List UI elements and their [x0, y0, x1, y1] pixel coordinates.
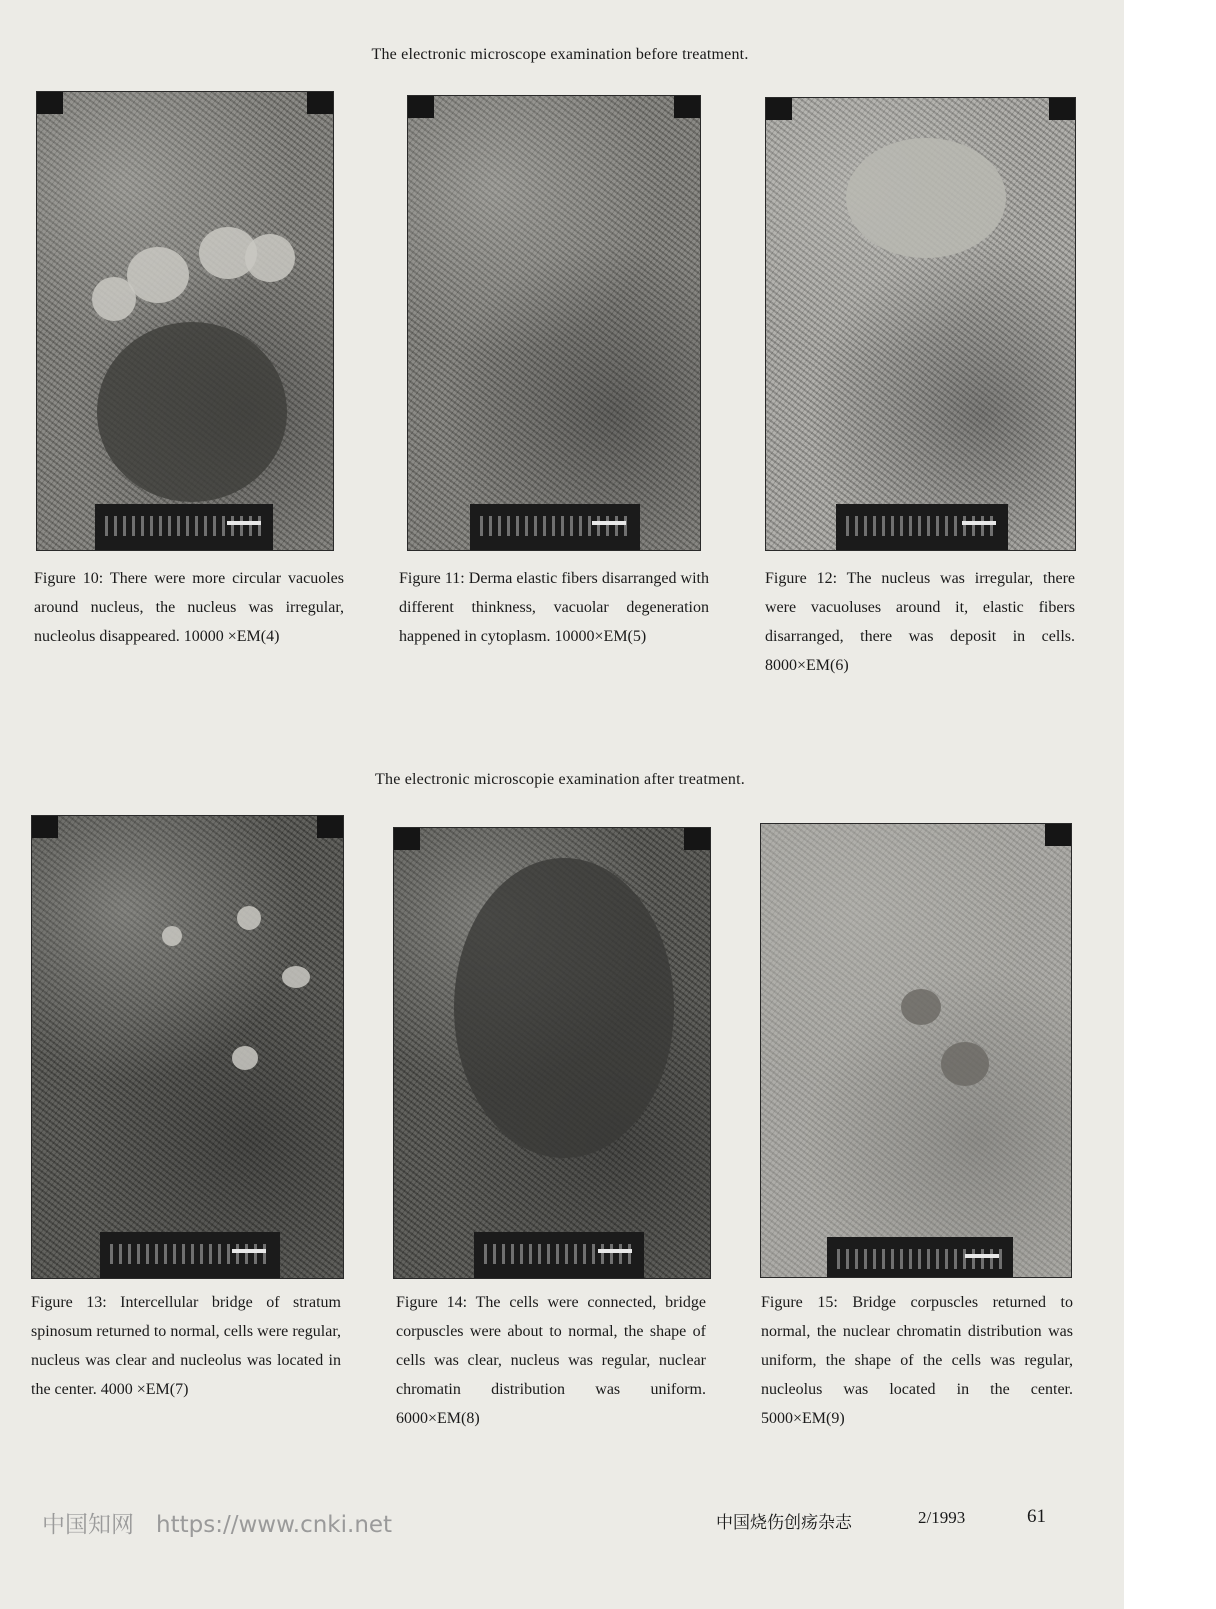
- micrograph-figure-15: [761, 824, 1071, 1277]
- micrograph-figure-13: [32, 816, 343, 1278]
- cnki-watermark: [42, 1506, 392, 1539]
- section-heading-after: The electronic microscopie examination after treatment.: [375, 771, 745, 788]
- micrograph-figure-11: [408, 96, 700, 550]
- page-number: 61: [1027, 1506, 1046, 1527]
- caption-figure-13: Figure 13: Intercellular bridge of stratum spinosum returned to normal, cells were regular, nucleus was clear and nucleolus was located in the center. 4000 ×EM(7): [31, 1294, 341, 1398]
- scan-margin: [1124, 0, 1216, 1609]
- watermark-cn-text: 中国知网: [42, 1512, 134, 1538]
- caption-figure-15: Figure 15: Bridge corpuscles returned to normal, the nuclear chromatin distribution was uniform, the shape of the cells was regular, nucleolus was located in the center. 5000×EM(9): [761, 1294, 1073, 1427]
- caption-figure-11: Figure 11: Derma elastic fibers disarranged with different thinkness, vacuolar degeneration happened in cytoplasm. 10000×EM(5): [399, 570, 709, 645]
- micrograph-figure-12: [766, 98, 1075, 550]
- watermark-url[interactable]: https://www.cnki.net: [156, 1512, 393, 1538]
- journal-name: 中国烧伤创疡杂志: [716, 1513, 852, 1532]
- journal-issue: 2/1993: [918, 1508, 966, 1527]
- caption-figure-14: Figure 14: The cells were connected, bridge corpuscles were about to normal, the shape of cells was clear, nucleus was regular, nuclear chromatin distribution was uniform. 6000×EM(8): [396, 1294, 706, 1427]
- caption-figure-12: Figure 12: The nucleus was irregular, there were vacuoluses around it, elastic fibers disarranged, there was deposit in cells. 8000×EM(6): [765, 570, 1075, 674]
- section-heading-before: The electronic microscope examination before treatment.: [371, 46, 749, 63]
- micrograph-figure-10: [37, 92, 333, 550]
- caption-figure-10: Figure 10: There were more circular vacuoles around nucleus, the nucleus was irregular, nucleolus disappeared. 10000 ×EM(4): [34, 570, 344, 645]
- micrograph-figure-14: [394, 828, 710, 1278]
